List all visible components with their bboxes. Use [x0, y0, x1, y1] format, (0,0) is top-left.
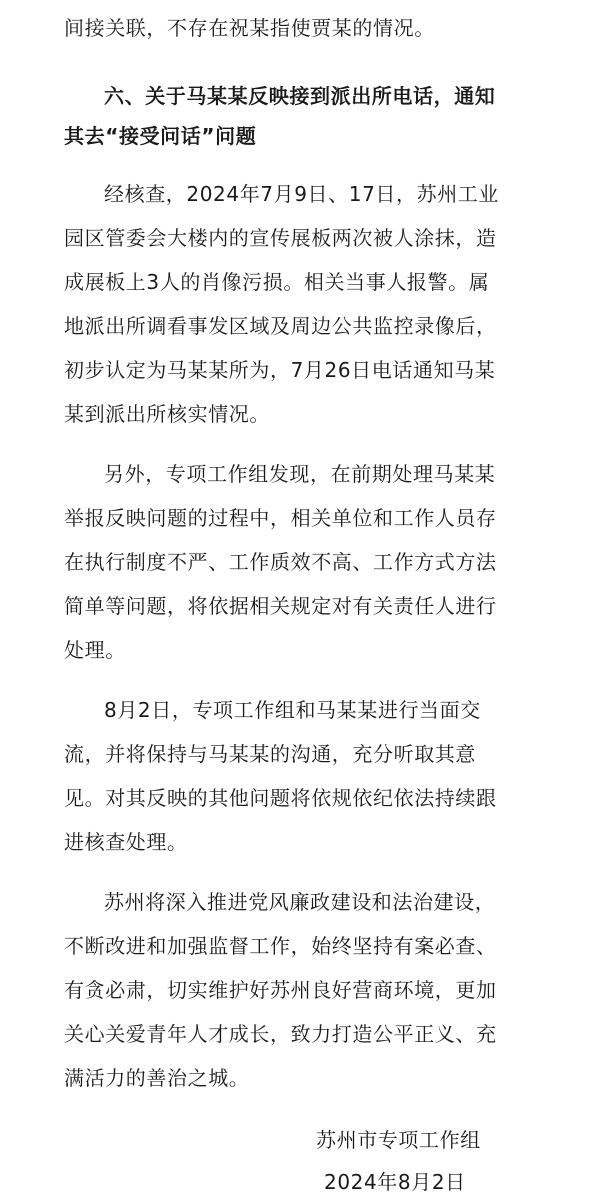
text-line: 在执行制度不严、工作质效不高、工作方式方法 — [64, 550, 497, 574]
text-line: 园区管委会大楼内的宣传展板两次被人涂抹，造 — [64, 226, 497, 250]
text-line: 间接关联，不存在祝某指使贾某的情况。 — [64, 16, 435, 40]
text-line: 满活力的善治之城。 — [64, 1066, 250, 1090]
section-heading-line: 其去“接受问话”问题 — [64, 124, 257, 148]
text-line: 另外，专项工作组发现，在前期处理马某某 — [104, 462, 496, 486]
text-line: 有贪必肃，切实维护好苏州良好营商环境，更加 — [64, 978, 497, 1002]
text-line: 处理。 — [64, 638, 126, 662]
text-line: 简单等问题，将依据相关规定对有关责任人进行 — [64, 594, 497, 618]
text-line: 流，并将保持与马某某的沟通，充分听取其意 — [64, 742, 476, 766]
section-heading-line: 六、关于马某某反映接到派出所电话，通知 — [104, 84, 496, 108]
text-line: 不断改进和加强监督工作，始终坚持有案必查、 — [64, 934, 497, 958]
text-line: 某到派出所核实情况。 — [64, 402, 270, 426]
text-line: 关心关爱青年人才成长，致力打造公平正义、充 — [64, 1022, 497, 1046]
text-line: 8月2日，专项工作组和马某某进行当面交 — [104, 698, 481, 722]
text-line: 经核查，2024年7月9日、17日，苏州工业 — [104, 182, 499, 206]
signature-org: 苏州市专项工作组 — [316, 1128, 481, 1152]
text-line: 见。对其反映的其他问题将依规依纪依法持续跟 — [64, 786, 497, 810]
text-line: 地派出所调看事发区域及周边公共监控录像后， — [64, 314, 497, 338]
text-line: 初步认定为马某某所为，7月26日电话通知马某 — [64, 358, 496, 382]
text-line: 成展板上3人的肖像污损。相关当事人报警。属 — [64, 270, 490, 294]
text-line: 进核查处理。 — [64, 830, 188, 854]
text-line: 苏州将深入推进党风廉政建设和法治建设， — [104, 890, 496, 914]
signature-date: 2024年8月2日 — [324, 1170, 466, 1194]
text-line: 举报反映问题的过程中，相关单位和工作人员存 — [64, 506, 497, 530]
